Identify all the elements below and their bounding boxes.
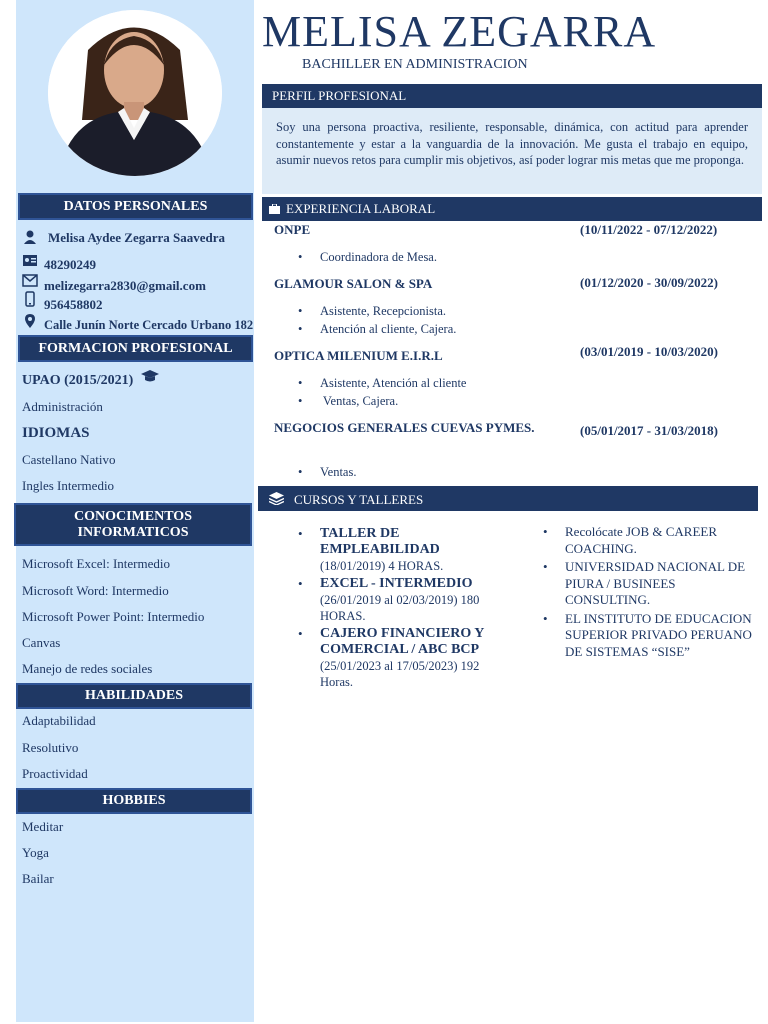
course-name: • EXCEL - INTERMEDIO xyxy=(320,576,473,591)
experience-heading-label: EXPERIENCIA LABORAL xyxy=(286,201,436,216)
graduation-cap-icon xyxy=(140,368,160,384)
id-card-icon xyxy=(22,252,38,268)
personal-data-heading: DATOS PERSONALES xyxy=(18,193,253,220)
language-item: Castellano Nativo xyxy=(22,452,116,467)
computing-item: Microsoft Power Point: Intermedio xyxy=(22,609,205,624)
skill-item: Proactividad xyxy=(22,766,88,781)
job-task: • Asistente, Atención al cliente xyxy=(320,376,466,391)
user-icon xyxy=(22,229,38,245)
job-company: ONPE xyxy=(274,222,311,237)
hobby-item: Yoga xyxy=(22,845,49,860)
profile-heading: PERFIL PROFESIONAL xyxy=(262,84,762,108)
phone-number: 956458802 xyxy=(44,297,103,312)
candidate-title: BACHILLER EN ADMINISTRACION xyxy=(302,57,528,72)
course-item: • Recolócate JOB & CAREER COACHING. xyxy=(565,524,755,557)
course-detail: (26/01/2019 al 02/03/2019) 180 HORAS. xyxy=(320,593,480,623)
job-dates: (10/11/2022 - 07/12/2022) xyxy=(580,222,718,237)
hobby-item: Meditar xyxy=(22,819,64,834)
hobby-item: Bailar xyxy=(22,871,54,885)
computing-item: Canvas xyxy=(22,635,61,650)
job-company: OPTICA MILENIUM E.I.R.L xyxy=(274,348,443,363)
job-dates: (03/01/2019 - 10/03/2020) xyxy=(580,344,718,359)
job-task: • Atención al cliente, Cajera. xyxy=(320,322,456,337)
skill-item: Resolutivo xyxy=(22,740,79,755)
course-item: • UNIVERSIDAD NACIONAL DE PIURA / BUSINEES CONSULTING. xyxy=(565,559,755,609)
computing-item: Manejo de redes sociales xyxy=(22,661,153,676)
profile-photo-illustration xyxy=(48,10,222,176)
hobbies-heading: HOBBIES xyxy=(16,788,252,814)
experience-heading xyxy=(262,197,762,221)
email-address: melizegarra2830@gmail.com xyxy=(44,278,206,293)
course-item xyxy=(320,526,510,574)
job-dates: (05/01/2017 - 31/03/2018) xyxy=(580,423,718,438)
layers-icon xyxy=(269,492,284,505)
courses-heading-label: CURSOS Y TALLERES xyxy=(294,492,424,507)
job-task: • Coordinadora de Mesa. xyxy=(320,250,437,265)
skill-item: Adaptabilidad xyxy=(22,713,96,728)
language-item: Ingles Intermedio xyxy=(22,478,115,493)
career: Administración xyxy=(22,399,103,414)
computing-item: Microsoft Word: Intermedio xyxy=(22,583,169,598)
course-name: • TALLER DE EMPLEABILIDAD xyxy=(320,526,440,557)
computing-heading xyxy=(14,503,252,546)
computing-heading-line2: INFORMATICOS xyxy=(77,525,189,540)
location-pin-icon xyxy=(22,313,38,329)
computing-item: Microsoft Excel: Intermedio xyxy=(22,556,171,571)
email-icon xyxy=(22,272,38,288)
courses-left-column xyxy=(320,526,510,692)
job-company: GLAMOUR SALON & SPA xyxy=(274,276,433,291)
dni-number: 48290249 xyxy=(44,257,96,272)
course-name: • CAJERO FINANCIERO Y COMERCIAL / ABC BCP xyxy=(320,626,484,657)
phone-icon xyxy=(22,291,38,307)
course-item xyxy=(320,626,510,690)
university: UPAO (2015/2021) xyxy=(22,373,134,388)
education-heading: FORMACION PROFESIONAL xyxy=(18,335,253,362)
candidate-name: MELISA ZEGARRA xyxy=(262,7,657,56)
computing-heading-line1: CONOCIMENTOS xyxy=(74,509,192,524)
job-dates: (01/12/2020 - 30/09/2022) xyxy=(580,275,718,290)
courses-right-column xyxy=(565,524,755,662)
course-detail: (18/01/2019) 4 HORAS. xyxy=(320,559,444,573)
course-detail: (25/01/2023 al 17/05/2023) 192 Horas. xyxy=(320,659,480,689)
job-company: NEGOCIOS GENERALES CUEVAS PYMES. xyxy=(274,420,535,435)
profile-text: Soy una persona proactiva, resiliente, responsable, dinámica, con actitud para aprender constantemente y estar a la vanguardia de la innovación. Me gusta el trabajo en equipo, asumir nuevos retos para cumplir mis objetivos, así poder lograr mis metas que me proponga. xyxy=(262,108,762,194)
briefcase-icon xyxy=(269,204,280,214)
course-item xyxy=(320,576,510,624)
job-task: • Asistente, Recepcionista. xyxy=(320,304,446,319)
profile-photo xyxy=(48,10,222,176)
job-task: • Ventas. xyxy=(320,465,356,480)
job-task: • Ventas, Cajera. xyxy=(320,394,398,409)
languages-heading: IDIOMAS xyxy=(22,425,90,441)
full-name: Melisa Aydee Zegarra Saavedra xyxy=(48,230,226,245)
skills-heading: HABILIDADES xyxy=(16,683,252,709)
address: Calle Junín Norte Cercado Urbano 182 xyxy=(44,318,254,332)
courses-heading xyxy=(258,486,758,511)
course-item: • EL INSTITUTO DE EDUCACION SUPERIOR PRIVADO PERUANO DE SISTEMAS “SISE” xyxy=(565,611,755,661)
